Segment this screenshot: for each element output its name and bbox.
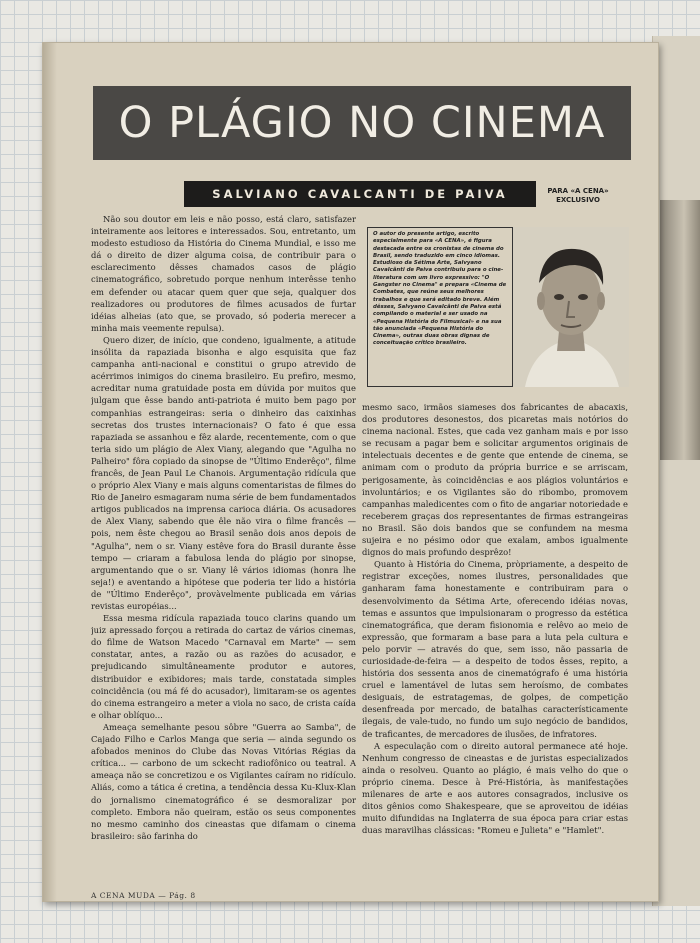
title-banner bbox=[93, 86, 631, 160]
article-title: O PLÁGIO NO CINEMA bbox=[118, 98, 606, 148]
exclusive-note bbox=[543, 187, 613, 205]
next-page-photo bbox=[660, 200, 700, 460]
page-spine-shadow bbox=[43, 43, 57, 901]
portrait-illustration bbox=[513, 227, 629, 387]
next-page-edge bbox=[652, 36, 700, 906]
author-bio-box bbox=[367, 227, 513, 387]
exclusive-line-2: EXCLUSIVO bbox=[556, 196, 600, 204]
author-bio-text: O autor do presente artigo, escrito especialmente para «A CENA», é figura destacada entre os cronistas de cinema do Brasil, sendo traduzido em cinco idiomas. Estudioso da Sétima Arte, Salvyano Cavalcânti de Paiva contribuiu para o cine-literatura com um livro expressivo: "O Gangster no Cinema" e prepara «Cinema de Combates, que reúne seus melhores trabalhos e que será editado breve. Além dêsses, Salvyano Cavalcânti de Paiva está compilando o material e ser usado na «Pequena História do Filmusical» e na sua tão anunciada «Pequena História do Cinema», outras duas obras dignas de conceituação crítico brasileiro. bbox=[373, 231, 507, 347]
page-footer: A CENA MUDA — Pág. 8 bbox=[91, 891, 196, 900]
left-column bbox=[91, 213, 356, 883]
author-bar bbox=[184, 181, 536, 207]
right-paragraph-1: mesmo saco, irmãos siameses dos fabricantes de abacaxis, dos produtores desonestos, dos picaretas mais notórios do cinema nacional. Estes, que cada vez ganham mais e por isso se recusam a pagar bem e solicitar argumentos originais de intelectuais decentes e de gente que entende de cinema, se animam com o produto da própria burrice e se arriscam, perigosamente, às coincidências e aos plágios voluntários e involuntários; e os Vigilantes são do ribombo, promovem campanhas maledicentes com o fito de angariar notoriedade e receberem graças dos representantes de firmas estrangeiras no Brasil. São dois bandos que se confundem na mesma sujeira e no pésimo odor que exalam, ambos igualmente dignos do mais profundo desprêzo! bbox=[362, 402, 628, 558]
right-paragraph-3: A especulação com o direito autoral permanece até hoje. Nenhum congresso de cineastas e de juristas especializados ainda o resolveu. Quanto ao plágio, é mais velho do que o próprio cinema. Desce à Pré-História, às manifestações milenares de arte e aos autores consagrados, inclusive os ditos gênios como Shakespeare, que se aproveitou de idéias muito difundidas na Inglaterra de sua época para criar estas duas maravilhas clássicas: "Romeu e Julieta" e "Hamlet". bbox=[362, 740, 628, 836]
left-paragraph-2: Quero dizer, de início, que condeno, igualmente, a atitude insólita da rapaziada bisonha e algo esquisita que faz campanha anti-nacional e constitui o grupo atrevido de acérrimos inimigos do cinema brasileiro. Eu prefiro, mesmo, acreditar numa gratuidade posta em dúvida por muitos que julgam que êsse bando anti-patriota é muito bem pago por companhias estrangeiras: seria o dinheiro das caixinhas secretas dos trustes internacionais? O fato é que essa rapaziada se assanhou e fêz alarde, recentemente, com o que teria sido um plágio de Alex Viany, alegando que "Agulha no Palheiro" fôra copiado da sinopse de "Último Enderêço", filme francês, de Jean Paul Le Chanois. Argumentação ridícula que o próprio Alex Viany e mais alguns comentaristas de filmes do Rio de Janeiro esmagaram numa série de bem fundamentados artigos publicados na imprensa carioca diária. Os acusadores de Alex Viany, sabendo que êle não vira o filme francês — pois, nem êste chegou ao Brasil senão dois anos depois de "Agulha", nem o sr. Viany estêve fora do Brasil durante êsse tempo — criaram a fabulosa lenda do plágio por sinopse, argumentando que o sr. Viany lê vários idiomas (honra lhe seja!) e aventando a hipótese que poderia ter lido a história de "Último Enderêço", provàvelmente publicada em várias revistas européias... bbox=[91, 334, 356, 611]
right-column bbox=[362, 401, 628, 885]
magazine-page bbox=[42, 42, 659, 902]
right-paragraph-2: Quanto à História do Cinema, pròpriamente, a despeito de registrar exceções, nomes ilustres, personalidades que ganharam fama honestamente e contribuiram para o desenvolvimento da Sétima Arte, oferecendo idéias novas, temas e assuntos que impulsionaram o progresso da estética cinematográfica, que deram fisionomia e relêvo ao meio de expressão, que formaram a base para a luta pela cultura e pelo porvir — através do que, sem isso, não passaria de curiosidade-de-feira — a despeito de todos êsses, repito, a história dos sessenta anos de cinematógrafo é uma história cruel e lamentável de lutas sem heroísmo, de combates desiguais, de estratagemas, de golpes, de competição desenfreada por mercado, de batalhas característicamente ilegais, de vale-tudo, no fundo um sujo negócio de bandidos, de traficantes, de mercadores de ilusões, de infratores. bbox=[362, 559, 628, 739]
left-paragraph-4: Ameaça semelhante pesou sôbre "Guerra ao Samba", de Cajado Filho e Carlos Manga que seria — ainda segundo os afobados meninos do Clube das Novas Vitórias Régias da crítica... — carbono de um sckecht radiofônico ou teatral. A ameaça não se concretizou e os Vigilantes caíram no ridículo. Aliás, como a tática é cretina, a tendência dessa Ku-Klux-Klan do jornalismo cinematográfico é se desmoralizar por completo. Embora não queiram, estão os seus componentes no mesmo caminho dos cineastas que difamam o cinema brasileiro: são farinha do bbox=[91, 721, 356, 841]
author-name: SALVIANO CAVALCANTI DE PAIVA bbox=[212, 187, 508, 201]
left-paragraph-3: Essa mesma ridícula rapaziada touco clarins quando um juiz apressado forçou a retirada do cartaz de vários cinemas, do filme de Watson Macedo "Carnaval em Marte" — sem constatar, antes, a razão ou as razões do acusador, e prejudicando simultâneamente produtor e autores, distribuidor e exibidores; mais tarde, constatada simples coincidência (ou má fé do acusador), limitaram-se os agentes do cinema estrangeiro a meter a viola no saco, de crista caída e olhar oblíquo... bbox=[91, 613, 356, 720]
exclusive-line-1: PARA «A CENA» bbox=[547, 187, 609, 195]
author-portrait bbox=[513, 227, 629, 387]
left-paragraph-1: Não sou doutor em leis e não posso, está claro, satisfazer inteiramente aos leitores e interessados. Sou, entretanto, um modesto estudioso da História do Cinema Mundial, e isso me dá o direito de dizer alguma coisa, de contribuir para o esclarecimento dêsses chamados casos de plágio cinematográfico, sobretudo porque nenhum interêsse tenho em defender ou atacar quem quer que seja, qualquer dos realizadores ou produtores de filmes acusados de furtar idéias alheias (ato que, se provado, só poderia merecer a minha mais veemente repulsa). bbox=[91, 214, 356, 333]
